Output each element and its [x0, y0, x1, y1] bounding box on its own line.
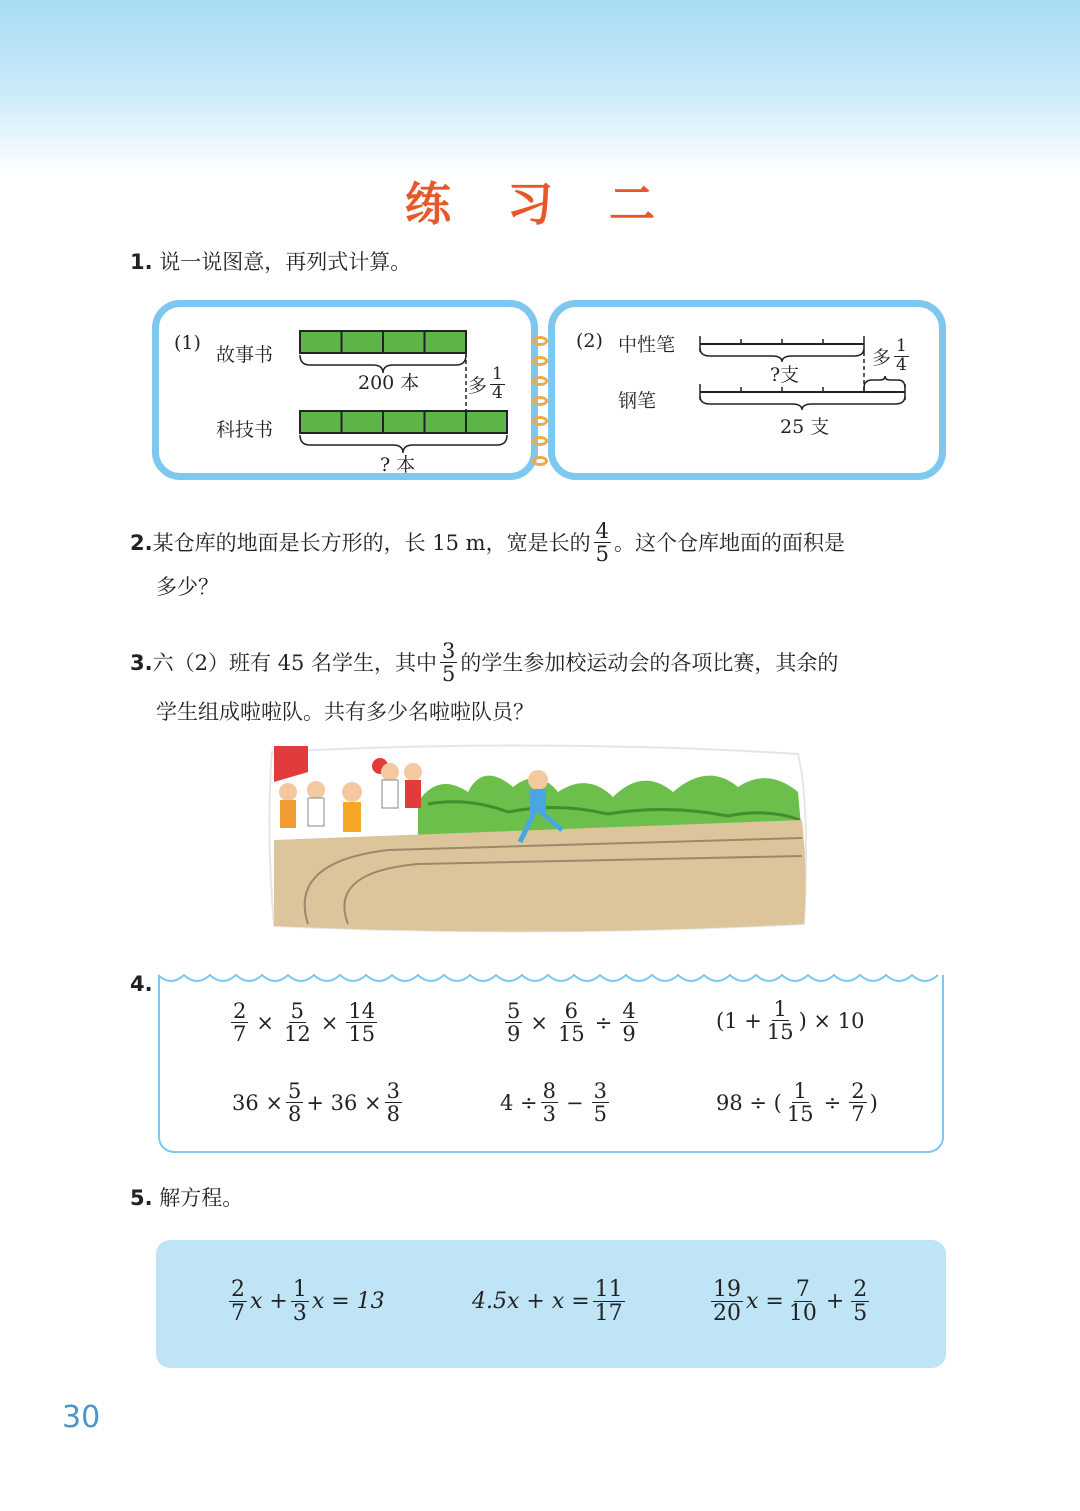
expression-4: 36 × $\frac{5}{8}$ + 36 × $\frac{3}{8}$ [232, 1079, 401, 1127]
equation-3: $\frac{19}{20}$ x = $\frac{7}{10}$ + $\frac{2}{5}$ [713, 1277, 868, 1327]
measure-label: ? 本 [380, 454, 416, 476]
question-3-continued: 学生组成啦啦队。共有多少名啦啦队员？ [156, 700, 534, 724]
gel-pen-line [700, 336, 864, 352]
question-2: 2. 某仓库的地面是长方形的，长 15 m，宽是长的 $\frac{4}{5}$ 。这个仓库地面的面积是 [130, 519, 845, 567]
row-label-pens: 钢笔 [618, 390, 657, 412]
expression-1: $\frac{2}{7}$ × $\frac{5}{12}$ × $\frac{14}{15}$ [233, 999, 376, 1047]
equation-2: 4.5x + x = $\frac{11}{17}$ [472, 1277, 623, 1327]
equation-1: $\frac{2}{7}$ x + $\frac{1}{3}$ x = 13 [231, 1277, 385, 1327]
question-number: 3. [130, 650, 153, 675]
pen-line [700, 384, 905, 400]
row-label-science-books: 科技书 [216, 419, 274, 441]
binder-ring [532, 356, 548, 366]
expression-6: 98 ÷ ( $\frac{1}{15}$ ÷ $\frac{2}{7}$ ) [716, 1079, 878, 1127]
question-3: 3. 六（2）班有 45 名学生，其中 $\frac{3}{5}$ 的学生参加校运动会的各项比赛，其余的 [130, 639, 839, 687]
question-text: 解方程。 [159, 1186, 244, 1210]
row-label-story-books: 故事书 [216, 344, 274, 366]
science-books-bar [300, 411, 507, 433]
question-text: 说一说图意，再列式计算。 [159, 250, 412, 274]
expression-2: $\frac{5}{9}$ × $\frac{6}{15}$ ÷ $\frac{4}{9}$ [507, 999, 636, 1047]
sub-label: (2) [576, 330, 603, 352]
small-brace [864, 376, 905, 388]
page-title: 练 习 二 [404, 177, 676, 231]
binder-ring [532, 416, 548, 426]
more-fraction-label: 多 $\frac{1}{4}$ [468, 364, 503, 403]
measure-label: 200 本 [358, 372, 420, 394]
sub-label: (1) [174, 332, 201, 354]
measure-label: ?支 [770, 364, 800, 386]
measure-label: 25 支 [780, 416, 830, 438]
question-number: 1. [130, 250, 153, 274]
question-number: 4. [130, 972, 153, 996]
sports-field-illustration [268, 742, 810, 934]
question-1 [130, 240, 411, 284]
brace [700, 396, 905, 410]
question-number: 5. [130, 1186, 153, 1210]
question-2-continued: 多少？ [156, 575, 219, 599]
binder-ring [532, 396, 548, 406]
question-4 [130, 962, 153, 1006]
binder-ring [532, 456, 548, 466]
binder-ring [532, 436, 548, 446]
story-books-bar [300, 331, 466, 353]
question-5 [130, 1176, 243, 1220]
binder-ring [532, 336, 548, 346]
row-label-gel-pens: 中性笔 [618, 334, 676, 356]
page-number: 30 [62, 1400, 101, 1435]
expression-3: (1 + $\frac{1}{15}$ ) × 10 [716, 997, 865, 1045]
question-number: 2. [130, 530, 153, 555]
header-band [0, 0, 1080, 175]
binder-ring [532, 376, 548, 386]
expression-5: 4 ÷ $\frac{8}{3}$ − $\frac{3}{5}$ [500, 1079, 607, 1127]
more-fraction-label: 多 $\frac{1}{4}$ [872, 336, 907, 375]
